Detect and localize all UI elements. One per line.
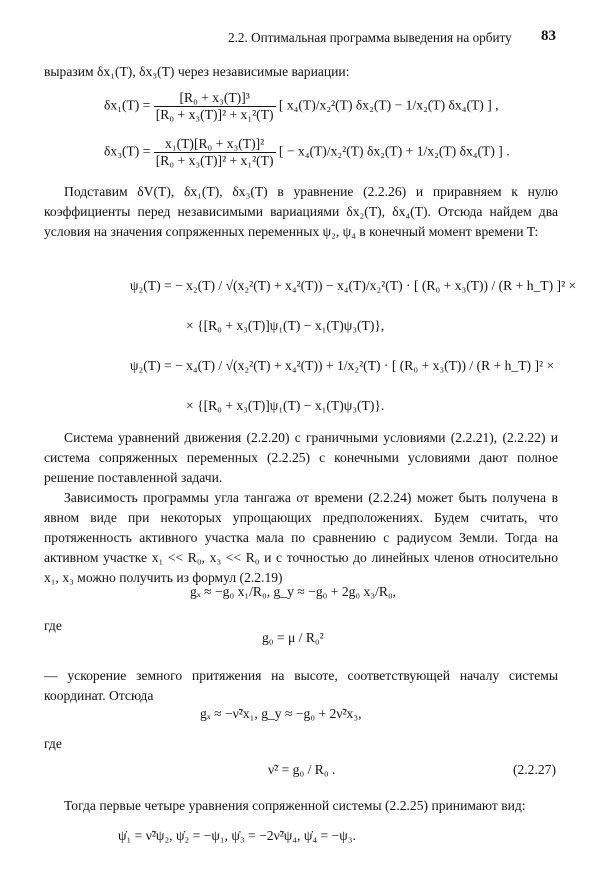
- paragraph-4: Зависимость программы угла тангажа от времени (2.2.24) может быть получена в явном виде при некоторых упрощающих предположениях. Будем считать, что протяженность активного участка мала по сравнению с радиусом Земли. Тогда на активном участке x₁ << R₀, x₃ << R₀ и с точностью до линейных членов относительно x₁, x₃ можно получить из формул (2.2.19): [44, 490, 558, 585]
- equation-g-approx: gₓ ≈ −g₀ x₁/R₀, g_y ≈ −g₀ + 2g₀ x₃/R₀,: [190, 584, 397, 599]
- dx3-numerator: x₁(T)[R₀ + x₃(T)]²: [154, 136, 276, 153]
- equation-dx3: [104, 136, 510, 169]
- equation-g0-def: g₀ = μ / R₀²: [262, 630, 324, 645]
- dx3-fraction: [154, 136, 276, 169]
- paragraph-2: Подставим δV(T), δx₁(T), δx₃(T) в уравнение (2.2.26) и приравняем к нулю коэффициенты перед независимыми вариациями δx₂(T), δx₄(T). Отсюда найдем два условия на значения сопряженных переменных ψ₂, ψ₄ в конечный момент времени T:: [44, 184, 558, 239]
- equation-dx1: [104, 90, 499, 123]
- where-label-1: где: [44, 618, 62, 633]
- dx1-lhs: δx₁(T) =: [104, 97, 151, 113]
- dx3-denominator: [R₀ + x₃(T)]² + x₁²(T): [155, 153, 274, 168]
- dx1-bracket: [ x₄(T)/x₂²(T) δx₂(T) − 1/x₂(T) δx₄(T) ] ,: [278, 97, 499, 113]
- equation-psi2-line1: ψ₂(T) = − x₂(T) / √(x₂²(T) + x₄²(T)) − x₄(T)/x₂²(T) · [ (R₀ + x₃(T)) / (R + h_T) ]² ×: [130, 278, 577, 293]
- equation-adjoint-system: ψ̇₁ = ν̃²ψ₂, ψ̇₂ = −ψ₁, ψ̇₃ = −2ν̃²ψ₄, ψ̇₄ = −ψ₃.: [118, 828, 356, 843]
- equation-psi4-line1: ψ₂(T) = − x₄(T) / √(x₂²(T) + x₄²(T)) + 1/x₂²(T) · [ (R₀ + x₃(T)) / (R + h_T) ]² ×: [130, 358, 555, 373]
- equation-nu-def: ν̃² = g₀ / R₀ .: [268, 762, 336, 777]
- equation-psi2-line2: × {[R₀ + x₃(T)]ψ₁(T) − x₁(T)ψ₃(T)},: [186, 318, 385, 333]
- paragraph-3: Система уравнений движения (2.2.20) с граничными условиями (2.2.21), (2.2.22) и система сопряженных переменных (2.2.25) с конечными условиями дают полное решение поставленной задачи.: [44, 430, 558, 485]
- dx3-lhs: δx₃(T) =: [104, 143, 151, 159]
- running-header: 2.2. Оптимальная программа выведения на орбиту: [228, 30, 512, 45]
- equation-psi4-line2: × {[R₀ + x₃(T)]ψ₁(T) − x₁(T)ψ₃(T)}.: [186, 398, 385, 413]
- dx1-denominator: [R₀ + x₃(T)]² + x₁²(T): [155, 107, 274, 122]
- page-number: 83: [541, 28, 556, 44]
- where-label-2: где: [44, 736, 62, 751]
- dx3-bracket: [ − x₄(T)/x₂²(T) δx₂(T) + 1/x₂(T) δx₄(T) ] .: [278, 143, 510, 159]
- equation-g-linear: gₓ ≈ −ν̃²x₁, g_y ≈ −g₀ + 2ν̃²x₃,: [200, 706, 362, 721]
- dx1-fraction: [154, 90, 276, 123]
- dx1-numerator: [R₀ + x₃(T)]³: [154, 90, 276, 107]
- paragraph-1: выразим δx₁(T), δx₃(T) через независимые вариации:: [44, 64, 350, 79]
- paragraph-6: Тогда первые четыре уравнения сопряженной системы (2.2.25) принимают вид:: [64, 798, 526, 813]
- paragraph-5: — ускорение земного притяжения на высоте, соответствующей началу системы координат. Отсюда: [44, 668, 558, 703]
- equation-number-2227: (2.2.27): [512, 762, 556, 777]
